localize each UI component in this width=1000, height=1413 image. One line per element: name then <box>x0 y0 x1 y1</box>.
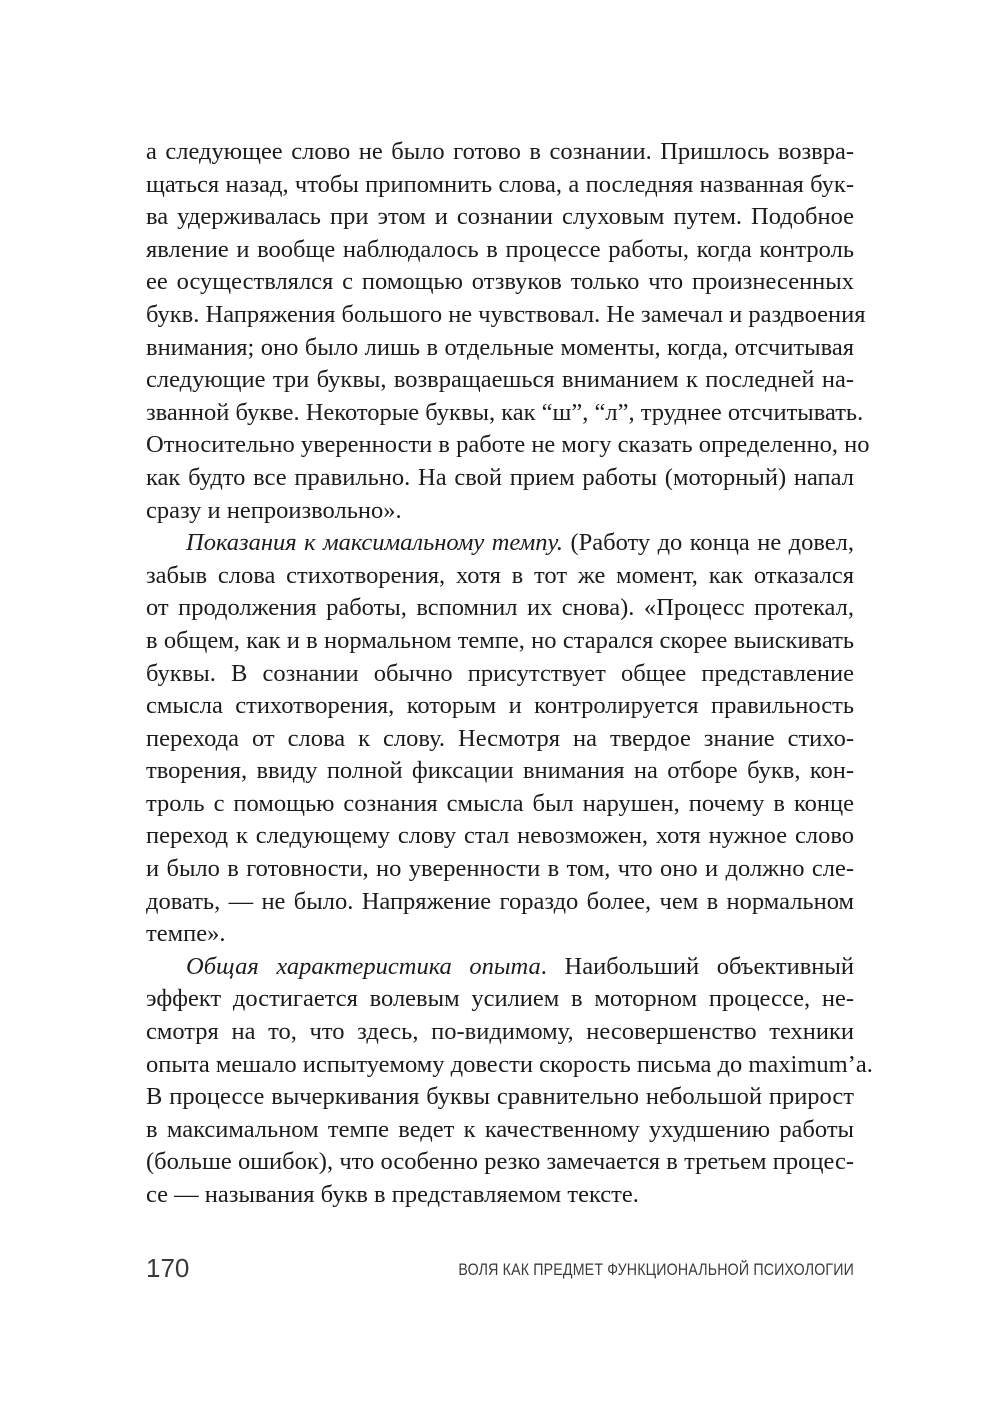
text-line: внимания; оно было лишь в отдельные моменты, когда, отсчитывая <box>146 333 854 361</box>
text-line: от продолжения работы, вспомнил их снова). «Процесс протекал, <box>146 594 854 622</box>
page-footer <box>146 1250 854 1286</box>
page-number: 170 <box>146 1253 190 1283</box>
running-title: ВОЛЯ КАК ПРЕДМЕТ ФУНКЦИОНАЛЬНОЙ ПСИХОЛОГИИ <box>458 1261 854 1279</box>
text-line: перехода от слова к слову. Несмотря на твердое знание стихо- <box>146 724 854 752</box>
text-line: творения, ввиду полной фиксации внимания на отборе букв, кон- <box>146 757 854 785</box>
text-line: троль с помощью сознания смысла был нарушен, почему в конце <box>146 789 854 817</box>
text-line: опыта мешало испытуемому довести скорость письма до maximum’а. <box>146 1050 873 1078</box>
paragraph-lead-line <box>146 951 854 984</box>
text-line: как будто все правильно. На свой прием работы (моторный) напал <box>146 463 854 491</box>
text-line: смысла стихотворения, которым и контролируется правильность <box>146 692 854 720</box>
text-line: Относительно уверенности в работе не могу сказать определенно, но <box>146 431 870 459</box>
text-line: смотря на то, что здесь, по-видимому, несовершенство техники <box>146 1018 854 1046</box>
paragraph-lead-line <box>146 527 854 560</box>
text-line: довать, — не было. Напряжение гораздо более, чем в нормальном <box>146 887 854 915</box>
text-line: в максимальном темпе ведет к качественному ухудшению работы <box>146 1115 854 1143</box>
text-line: В процессе вычеркивания буквы сравнительно небольшой прирост <box>146 1083 854 1111</box>
text-line: букв. Напряжения большого не чувствовал. Не замечал и раздвоения <box>146 300 866 328</box>
body-text <box>146 136 873 1212</box>
text-line: званной букве. Некоторые буквы, как “ш”, “л”, труднее отсчитывать. <box>146 398 864 426</box>
text-line: буквы. В сознании обычно присутствует общее представление <box>146 659 854 687</box>
text-line: сразу и непроизвольно». <box>146 496 402 524</box>
text-line: эффект достигается волевым усилием в моторном процессе, не- <box>146 985 854 1013</box>
text-line: ее осуществлялся с помощью отзвуков только что произнесенных <box>146 268 854 296</box>
text-line: следующие три буквы, возвращаешься вниманием к последней на- <box>146 366 854 394</box>
lead-text: (Работу до конца не довел, <box>563 529 855 557</box>
lead-text: . Наибольший объективный <box>540 952 854 980</box>
text-line: се — называния букв в представляемом тексте. <box>146 1181 639 1208</box>
italic-heading: Показания к максимальному темпу. <box>186 529 563 557</box>
text-line: (больше ошибок), что особенно резко замечается в третьем процес- <box>146 1148 854 1176</box>
text-line: явление и вообще наблюдалось в процессе работы, когда контроль <box>146 235 854 263</box>
text-line: забыв слова стихотворения, хотя в тот же момент, как отказался <box>146 561 854 589</box>
text-line: в общем, как и в нормальном темпе, но старался скорее выискивать <box>146 626 854 654</box>
text-line: щаться назад, чтобы припомнить слова, а последняя названная бук- <box>146 170 854 198</box>
text-line: и было в готовности, но уверенности в том, что оно и должно сле- <box>146 855 854 883</box>
italic-heading: Общая характеристика опыта <box>186 952 541 980</box>
text-line: темпе». <box>146 920 226 948</box>
text-line: а следующее слово не было готово в сознании. Пришлось возвра- <box>146 138 854 165</box>
text-line: ва удерживалась при этом и сознании слуховым путем. Подобное <box>146 203 854 231</box>
text-line: переход к следующему слову стал невозможен, хотя нужное слово <box>146 822 854 850</box>
